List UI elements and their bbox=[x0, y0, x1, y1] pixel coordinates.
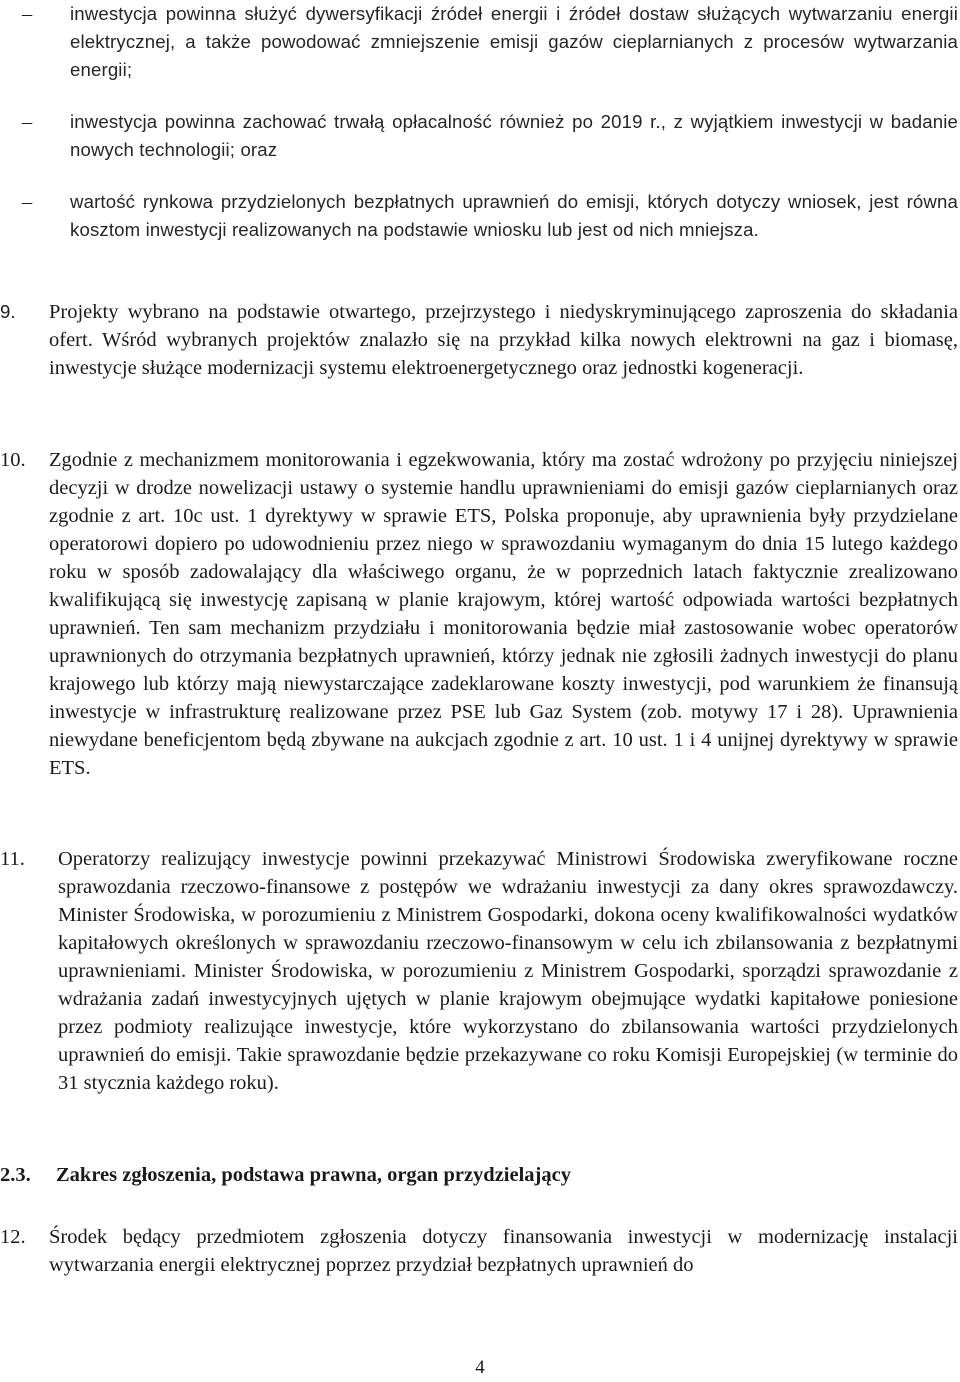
paragraph-text: Zgodnie z mechanizmem monitorowania i egzekwowania, który ma zostać wdrożony po przyjęciu niniejszej decyzji w drodze nowelizacji ustawy o systemie handlu uprawnieniami do emisji gazów cieplarnianych oraz zgodnie z art. 10c ust. 1 dyrektywy w sprawie ETS, Polska proponuje, aby uprawnienia były przydzielane operatorowi dopiero po udowodnieniu przez niego w sprawozdaniu wymaganym do dnia 15 lutego każdego roku w sposób zadowalający dla właściwego organu, że w poprzednich latach faktycznie zrealizowano kwalifikującą się inwestycję zapisaną w planie krajowym, której wartość odpowiada wartości bezpłatnych uprawnień. Ten sam mechanizm przydziału i monitorowania będzie miał zastosowanie wobec operatorów uprawnionych do otrzymania bezpłatnych uprawnień, którzy jednak nie zgłosili żadnych inwestycji do planu krajowego lub którzy mają niewystarczające zadeklarowane koszty inwestycji, pod warunkiem że finansują inwestycje w infrastrukturę realizowane przez PSE lub Gaz System (zob. motywy 17 i 28). Uprawnienia niewydane beneficjentom będą zbywane na aukcjach zgodnie z art. 10 ust. 1 i 4 unijnej dyrektywy w sprawie ETS. bbox=[49, 449, 958, 779]
bullet-item bbox=[22, 0, 958, 84]
paragraph-12 bbox=[0, 1223, 958, 1279]
section-title: Zakres zgłoszenia, podstawa prawna, organ przydzielający bbox=[56, 1164, 571, 1186]
paragraph-text: Projekty wybrano na podstawie otwartego, przejrzystego i niedyskryminującego zaproszenia do składania ofert. Wśród wybranych projektów znalazło się na przykład kilka nowych elektrowni na gaz i biomasę, inwestycje służące modernizacji systemu elektroenergetycznego oraz jednostki kogeneracji. bbox=[49, 301, 958, 379]
paragraph-11 bbox=[0, 845, 958, 1097]
bullet-item bbox=[22, 108, 958, 164]
section-number: 2.3. bbox=[0, 1164, 31, 1186]
bullet-text: inwestycja powinna zachować trwałą opłacalność również po 2019 r., z wyjątkiem inwestycji w badanie nowych technologii; oraz bbox=[70, 111, 958, 160]
section-heading bbox=[0, 1161, 958, 1189]
page-number: 4 bbox=[475, 1357, 485, 1378]
paragraph-number: 11. bbox=[0, 848, 25, 870]
paragraph-9 bbox=[0, 298, 958, 382]
paragraph-number: 10. bbox=[0, 449, 26, 471]
bullet-dash: – bbox=[22, 3, 33, 25]
bullet-dash: – bbox=[22, 191, 33, 213]
bullet-dash: – bbox=[22, 111, 33, 133]
bullet-text: inwestycja powinna służyć dywersyfikacji źródeł energii i źródeł dostaw służących wytwarzaniu energii elektrycznej, a także powodować zmniejszenie emisji gazów cieplarnianych z procesów wytwarzania energii; bbox=[70, 3, 958, 80]
paragraph-text: Operatorzy realizujący inwestycje powinni przekazywać Ministrowi Środowiska zweryfikowane roczne sprawozdania rzeczowo-finansowe z postępów we wdrażaniu inwestycji za dany okres sprawozdawczy. Minister Środowiska, w porozumieniu z Ministrem Gospodarki, dokona oceny kwalifikowalności wydatków kapitałowych określonych w sprawozdaniu rzeczowo-finansowym w celu ich zbilansowania z bezpłatnymi uprawnieniami. Minister Środowiska, w porozumieniu z Ministrem Gospodarki, sporządzi sprawozdanie z wdrażania zadań inwestycyjnych ujętych w planie krajowym obejmujące wydatki kapitałowe poniesione przez podmioty realizujące inwestycje, które wykorzystano do zbilansowania wartości przydzielonych uprawnień do emisji. Takie sprawozdanie będzie przekazywane co roku Komisji Europejskiej (w terminie do 31 stycznia każdego roku). bbox=[58, 848, 958, 1094]
bullet-item bbox=[22, 188, 958, 244]
paragraph-number: 9. bbox=[0, 301, 16, 322]
bullet-text: wartość rynkowa przydzielonych bezpłatnych uprawnień do emisji, których dotyczy wniosek, jest równa kosztom inwestycji realizowanych na podstawie wniosku lub jest od nich mniejsza. bbox=[70, 191, 958, 240]
paragraph-number: 12. bbox=[0, 1226, 26, 1248]
paragraph-text: Środek będący przedmiotem zgłoszenia dotyczy finansowania inwestycji w modernizację instalacji wytwarzania energii elektrycznej poprzez przydział bezpłatnych uprawnień do bbox=[49, 1226, 958, 1276]
paragraph-10 bbox=[0, 446, 958, 782]
